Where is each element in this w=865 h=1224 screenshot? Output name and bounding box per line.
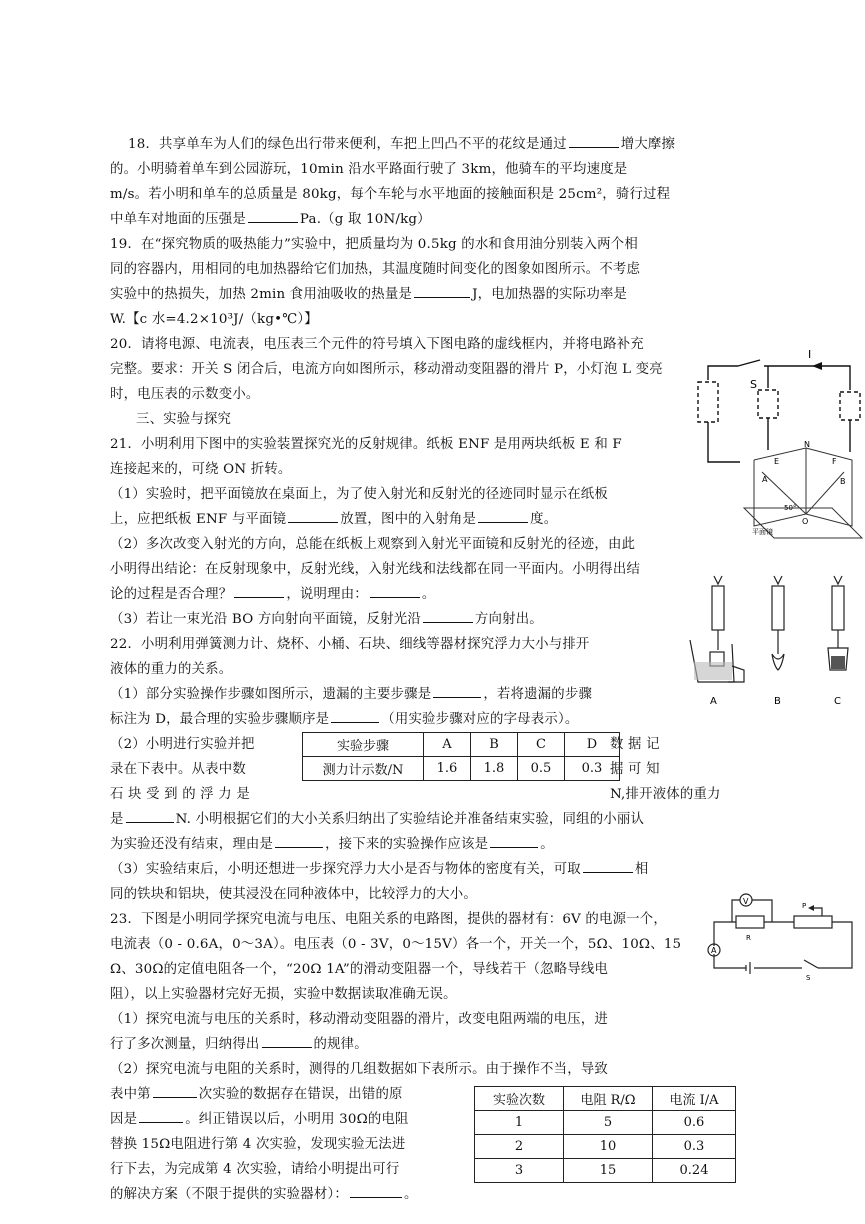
- fig-label-c: C: [834, 696, 841, 707]
- q23-line9: 因是 。纠正错误以后，小明用 30Ω的电阻: [110, 1107, 409, 1132]
- q23-line8: 表中第 次实验的数据存在错误，出错的原: [110, 1082, 403, 1107]
- table-cell: 5: [564, 1111, 653, 1135]
- table-header: 实验步骤: [303, 733, 424, 757]
- point-label-a: A: [762, 475, 768, 484]
- q23-line7: （2）探究电流与电阻的关系时，测得的几组数据如下表所示。由于操作不当，导致: [110, 1062, 608, 1077]
- answer-blank[interactable]: [248, 208, 298, 223]
- q23-line1: 23．下图是小明同学探究电流与电压、电阻关系的电路图，提供的器材有：6V 的电源一个，: [110, 912, 667, 927]
- q20-line2: 完整。要求：开关 S 闭合后，电流方向如图所示，移动滑动变阻器的滑片 P，小灯泡 L 变亮: [110, 362, 663, 377]
- fig-label-b: B: [774, 696, 781, 707]
- voltmeter-icon: V: [743, 897, 749, 906]
- q23-line4: 阻），以上实验器材完好无损，实验中数据读取准确无误。: [110, 987, 457, 1002]
- table-cell: 10: [564, 1135, 653, 1159]
- q23-line12: 的解决方案（不限于提供的实验器材）： 。: [110, 1182, 418, 1207]
- answer-blank[interactable]: [478, 508, 528, 523]
- table-cell: 3: [475, 1159, 564, 1183]
- plane-mirror-label: 平面镜: [752, 528, 773, 536]
- q22-line7b: N,排开液体的重力: [610, 787, 721, 802]
- answer-blank[interactable]: [569, 133, 619, 148]
- table-header: B: [471, 733, 518, 757]
- q19-line3: 实验中的热损失，加热 2min 食用油吸收的热量是 J，电加热器的实际功率是: [110, 282, 627, 307]
- table-header: D: [565, 733, 620, 757]
- q22-line5b: 数 据 记: [610, 737, 660, 752]
- answer-blank[interactable]: [288, 508, 338, 523]
- answer-blank[interactable]: [490, 833, 538, 848]
- point-label-b: B: [840, 477, 846, 486]
- q19-line2: 同的容器内，用相同的电加热器给它们加热，其温度随时间变化的图象如图所示。不考虑: [110, 262, 641, 277]
- table-cell: 1.8: [471, 757, 518, 781]
- switch-label: S: [806, 974, 811, 982]
- q23-line6: 行了多次测量，归纳得出 的规律。: [110, 1032, 368, 1057]
- slider-label: P: [802, 902, 807, 910]
- ammeter-icon: A: [711, 946, 717, 955]
- table-cell: 2: [475, 1135, 564, 1159]
- table-header: C: [518, 733, 565, 757]
- normal-label-n: N: [804, 440, 810, 449]
- q22-line11: 同的铁块和铝块，使其浸没在同种液体中，比较浮力的大小。: [110, 887, 477, 902]
- answer-blank[interactable]: [350, 1183, 402, 1198]
- answer-blank[interactable]: [139, 1108, 183, 1123]
- q23-line3: Ω、30Ω的定值电阻各一个，“20Ω 1A”的滑动变阻器一个，导线若干（忽略导线电: [110, 962, 609, 977]
- answer-blank[interactable]: [331, 708, 379, 723]
- answer-blank[interactable]: [262, 1033, 312, 1048]
- table-header: A: [424, 733, 471, 757]
- answer-blank[interactable]: [414, 283, 470, 298]
- q22-line6b: 据 可 知: [610, 762, 660, 777]
- q22-line6a: 录在下表中。从表中数: [110, 762, 246, 777]
- q21-line7: 论的过程是否合理？ ，说明理由： 。: [110, 582, 435, 607]
- table-cell: 0.3: [565, 757, 620, 781]
- answer-blank[interactable]: [275, 833, 323, 848]
- current-label: I: [808, 348, 812, 361]
- q21-line5: （2）多次改变入射光的方向，总能在纸板上观察到入射光平面镜和反射光的径迹，由此: [110, 537, 636, 552]
- q23-line5: （1）探究电流与电压的关系时，移动滑动变阻器的滑片，改变电阻两端的电压，进: [110, 1012, 608, 1027]
- q22-line2: 液体的重力的关系。: [110, 662, 233, 677]
- switch-label: S: [750, 378, 757, 391]
- section-heading: 三、实验与探究: [136, 412, 232, 427]
- q18-line4: 中单车对地面的压强是 Pa.（g 取 10N/kg）: [110, 207, 431, 232]
- q22-line7a: 石 块 受 到 的 浮 力 是: [110, 787, 250, 802]
- q23-line2: 电流表（0 - 0.6A，0～3A）。电压表（0 - 3V，0～15V）各一个，开关一个，5Ω、10Ω、15: [110, 937, 682, 952]
- answer-blank[interactable]: [153, 1083, 197, 1098]
- table-cell: 1: [475, 1111, 564, 1135]
- q21-line2: 连接起来的，可绕 ON 折转。: [110, 462, 292, 477]
- q21-line6: 小明得出结论：在反射现象中，反射光线，入射光线和法线都在同一平面内。小明得出结: [110, 562, 641, 577]
- q23-line10: 替换 15Ω电阻进行第 4 次实验，发现实验无法进: [110, 1137, 406, 1152]
- table-cell: 0.6: [653, 1111, 736, 1135]
- table-cell: 15: [564, 1159, 653, 1183]
- circuit-diagram-q23: [706, 886, 858, 982]
- q20-line1: 20．请将电源、电流表，电压表三个元件的符号填入下图电路的虚线框内，并将电路补充: [110, 337, 644, 352]
- q22-table: [302, 732, 620, 781]
- q19-line1: 19．在“探究物质的吸热能力”实验中，把质量均为 0.5kg 的水和食用油分别装入两个相: [110, 237, 638, 252]
- answer-blank[interactable]: [126, 808, 174, 823]
- q23-table: [474, 1086, 736, 1183]
- answer-blank[interactable]: [423, 608, 473, 623]
- resistor-label: R: [746, 934, 751, 942]
- q18-line1: 18．共享单车为人们的绿色出行带来便利，车把上凹凸不平的花纹是通过 增大摩擦: [128, 132, 675, 157]
- fig-label-a: A: [710, 696, 717, 707]
- q19-line4: W.【c 水=4.2×10³J/（kg•℃）】: [110, 312, 318, 327]
- q21-line8: （3）若让一束光沿 BO 方向射向平面镜，反射光沿 方向射出。: [110, 607, 543, 632]
- q21-line1: 21．小明利用下图中的实验装置探究光的反射规律。纸板 ENF 是用两块纸板 E 和 F: [110, 437, 622, 452]
- answer-blank[interactable]: [583, 858, 633, 873]
- angle-label: 50°: [784, 504, 797, 512]
- table-cell: 0.3: [653, 1135, 736, 1159]
- q22-line9: 为实验还没有结束，理由是 ，接下来的实验操作应该是 。: [110, 832, 554, 857]
- table-header: 实验次数: [475, 1087, 564, 1111]
- q20-line3: 时，电压表的示数变小。: [110, 387, 260, 402]
- q22-line1: 22．小明利用弹簧测力计、烧杯、小桶、石块、细线等器材探究浮力大小与排开: [110, 637, 590, 652]
- q22-line3: （1）部分实验操作步骤如图所示，遗漏的主要步骤是 ，若将遗漏的步骤: [110, 682, 592, 707]
- board-label-e: E: [774, 457, 780, 466]
- answer-blank[interactable]: [433, 683, 481, 698]
- spring-scale-diagram: [684, 570, 860, 710]
- board-label-f: F: [832, 457, 837, 466]
- table-header: 电阻 R/Ω: [564, 1087, 653, 1111]
- answer-blank[interactable]: [234, 583, 284, 598]
- q18-line3: m/s。若小明和单车的总质量是 80kg，每个车轮与水平地面的接触面积是 25cm²，骑行过程: [110, 187, 671, 202]
- mirror-reflection-diagram: [744, 438, 862, 546]
- table-cell: 1.6: [424, 757, 471, 781]
- q21-line4: 上，应把纸板 ENF 与平面镜 放置，图中的入射角是 度。: [110, 507, 557, 532]
- q22-line10: （3）实验结束后，小明还想进一步探究浮力大小是否与物体的密度有关，可取 相: [110, 857, 648, 882]
- answer-blank[interactable]: [370, 583, 420, 598]
- q22-line8: 是 N. 小明根据它们的大小关系归纳出了实验结论并准备结束实验，同组的小丽认: [110, 807, 644, 832]
- q22-line4: 标注为 D，最合理的实验步骤顺序是 （用实验步骤对应的字母表示）。: [110, 707, 578, 732]
- q21-line3: （1）实验时，把平面镜放在桌面上，为了使入射光和反射光的径迹同时显示在纸板: [110, 487, 608, 502]
- q23-line11: 行下去，为完成第 4 次实验，请给小明提出可行: [110, 1162, 400, 1177]
- table-cell: 测力计示数/N: [303, 757, 424, 781]
- table-cell: 0.24: [653, 1159, 736, 1183]
- point-label-o: O: [802, 517, 809, 526]
- table-cell: 0.5: [518, 757, 565, 781]
- q22-line5a: （2）小明进行实验并把: [110, 737, 255, 752]
- q18-line2: 的。小明骑着单车到公园游玩，10min 沿水平路面行驶了 3km，他骑车的平均速度是: [110, 162, 628, 177]
- table-header: 电流 I/A: [653, 1087, 736, 1111]
